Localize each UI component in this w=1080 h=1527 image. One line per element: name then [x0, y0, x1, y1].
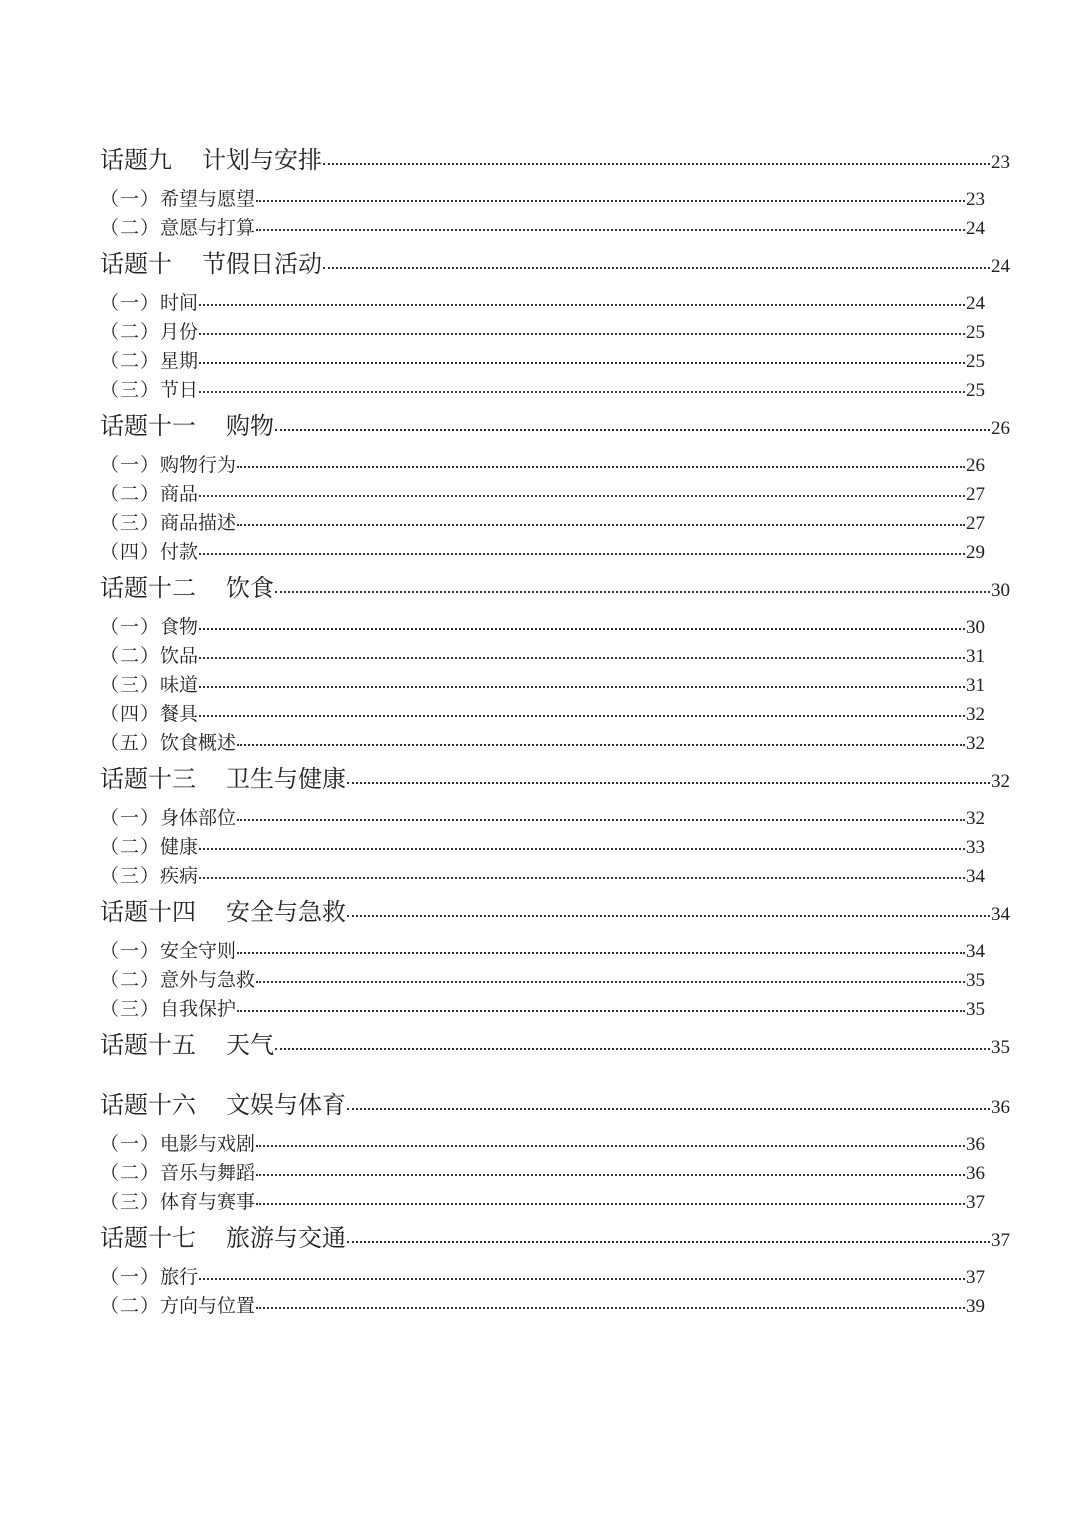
toc-sub-entry[interactable]: [100, 671, 985, 700]
dot-leader: [256, 1307, 965, 1309]
toc-sub-label: [100, 995, 236, 1024]
toc-sub-number: （二）: [100, 321, 161, 343]
dot-leader: [237, 819, 965, 821]
toc-sub-title: 节日: [160, 379, 199, 401]
toc-sub-list: [100, 289, 1010, 405]
toc-page-number: 35: [966, 999, 985, 1020]
dot-leader: [256, 1174, 965, 1176]
toc-sub-number: （三）: [100, 512, 161, 534]
toc-topic-label: [100, 895, 346, 929]
toc-page-number: 36: [966, 1163, 985, 1184]
toc-section: [100, 895, 1010, 1024]
toc-sub-label: [100, 451, 236, 480]
toc-sub-number: （二）: [100, 836, 161, 858]
toc-topic-title: 计划与安排: [202, 146, 322, 174]
toc-topic-label: [100, 247, 322, 281]
toc-section: [100, 762, 1010, 891]
toc-page-number: 34: [966, 866, 985, 887]
toc-sub-label: [100, 966, 255, 995]
toc-sub-entry[interactable]: [100, 185, 985, 214]
toc-topic-title: 购物: [226, 412, 274, 440]
toc-page-number: 32: [966, 733, 985, 754]
toc-sub-label: [100, 1188, 255, 1217]
toc-page-number: 25: [966, 322, 985, 343]
toc-sub-title: 身体部位: [160, 807, 237, 829]
section-spacer: [100, 1062, 1010, 1088]
toc-sub-list: [100, 451, 1010, 567]
toc-sub-entry[interactable]: [100, 289, 985, 318]
dot-leader: [199, 304, 965, 306]
toc-section: [100, 1028, 1010, 1088]
toc-sub-title: 月份: [160, 321, 199, 343]
toc-sub-label: [100, 509, 236, 538]
toc-page-number: 39: [966, 1296, 985, 1317]
toc-sub-title: 商品描述: [160, 512, 237, 534]
toc-sub-title: 味道: [160, 674, 199, 696]
toc-sub-label: [100, 289, 198, 318]
toc-topic-title: 饮食: [226, 574, 274, 602]
toc-sub-title: 自我保护: [160, 998, 237, 1020]
dot-leader: [256, 200, 965, 202]
dot-leader: [256, 1145, 965, 1147]
dot-leader: [199, 495, 965, 497]
toc-sub-entry[interactable]: [100, 700, 985, 729]
toc-topic-title: 旅游与交通: [226, 1224, 346, 1252]
toc-sub-entry[interactable]: [100, 376, 985, 405]
toc-sub-title: 饮食概述: [160, 732, 237, 754]
toc-topic-number: 话题十七: [100, 1224, 196, 1252]
toc-topic-number: 话题十二: [100, 574, 196, 602]
toc-sub-title: 体育与赛事: [160, 1191, 256, 1213]
toc-sub-number: （二）: [100, 350, 161, 372]
toc-page-number: 32: [966, 808, 985, 829]
toc-topic-entry[interactable]: [100, 143, 1010, 177]
toc-page-number: 37: [991, 1230, 1010, 1251]
toc-section: [100, 1221, 1010, 1321]
dot-leader: [256, 229, 965, 231]
toc-page-number: 23: [991, 152, 1010, 173]
toc-page-number: 24: [991, 256, 1010, 277]
toc-page-number: 27: [966, 513, 985, 534]
toc-sub-title: 意愿与打算: [160, 217, 256, 239]
toc-page-number: 32: [966, 704, 985, 725]
toc-sub-number: （二）: [100, 1295, 161, 1317]
toc-sub-title: 商品: [160, 483, 199, 505]
toc-sub-entry[interactable]: [100, 214, 985, 243]
toc-sub-number: （一）: [100, 1133, 161, 1155]
toc-topic-label: [100, 143, 322, 177]
toc-page-number: 32: [991, 771, 1010, 792]
dot-leader: [199, 848, 965, 850]
toc-sub-number: （一）: [100, 292, 161, 314]
toc-page-number: 36: [966, 1134, 985, 1155]
toc-sub-list: [100, 804, 1010, 891]
toc-sub-entry[interactable]: [100, 1188, 985, 1217]
toc-sub-entry[interactable]: [100, 966, 985, 995]
toc-topic-entry[interactable]: [100, 895, 1010, 929]
dot-leader: [237, 744, 965, 746]
toc-page-number: 25: [966, 351, 985, 372]
toc-sub-entry[interactable]: [100, 1263, 985, 1292]
dot-leader: [347, 915, 990, 917]
toc-topic-entry[interactable]: [100, 762, 1010, 796]
toc-sub-entry[interactable]: [100, 833, 985, 862]
toc-sub-number: （三）: [100, 998, 161, 1020]
toc-page-number: 35: [991, 1037, 1010, 1058]
toc-section: [100, 247, 1010, 405]
toc-sub-number: （二）: [100, 969, 161, 991]
dot-leader: [237, 466, 965, 468]
toc-page-number: 37: [966, 1267, 985, 1288]
toc-sub-label: [100, 642, 198, 671]
toc-sub-label: [100, 185, 255, 214]
toc-sub-entry[interactable]: [100, 480, 985, 509]
toc-sub-number: （一）: [100, 807, 161, 829]
toc-sub-entry[interactable]: [100, 318, 985, 347]
dot-leader: [256, 981, 965, 983]
dot-leader: [323, 163, 990, 165]
dot-leader: [237, 952, 965, 954]
toc-page-number: 31: [966, 646, 985, 667]
toc-topic-entry[interactable]: [100, 409, 1010, 443]
toc-sub-title: 音乐与舞蹈: [160, 1162, 256, 1184]
toc-page-number: 23: [966, 189, 985, 210]
toc-sub-title: 食物: [160, 616, 199, 638]
toc-sub-number: （五）: [100, 732, 161, 754]
toc-topic-number: 话题十三: [100, 765, 196, 793]
toc-sub-title: 星期: [160, 350, 199, 372]
toc-section: [100, 409, 1010, 567]
toc-topic-entry[interactable]: [100, 571, 1010, 605]
toc-page-number: 34: [966, 941, 985, 962]
toc-sub-entry[interactable]: [100, 538, 985, 567]
toc-sub-list: [100, 1130, 1010, 1217]
toc-sub-title: 方向与位置: [160, 1295, 256, 1317]
toc-sub-number: （三）: [100, 865, 161, 887]
dot-leader: [199, 715, 965, 717]
toc-topic-title: 文娱与体育: [226, 1091, 346, 1119]
toc-page-number: 35: [966, 970, 985, 991]
toc-page-number: 36: [991, 1097, 1010, 1118]
toc-sub-list: [100, 185, 1010, 243]
toc-sub-title: 购物行为: [160, 454, 237, 476]
toc-sub-label: [100, 376, 198, 405]
toc-sub-number: （四）: [100, 703, 161, 725]
toc-sub-entry[interactable]: [100, 1159, 985, 1188]
toc-topic-number: 话题九: [100, 146, 172, 174]
toc-sub-label: [100, 862, 198, 891]
toc-topic-label: [100, 1028, 274, 1062]
toc-sub-title: 旅行: [160, 1266, 199, 1288]
toc-sub-number: （一）: [100, 616, 161, 638]
toc-page-number: 25: [966, 380, 985, 401]
toc-topic-entry[interactable]: [100, 1221, 1010, 1255]
toc-page-number: 27: [966, 484, 985, 505]
toc-topic-title: 节假日活动: [202, 250, 322, 278]
dot-leader: [275, 591, 990, 593]
toc-sub-title: 电影与戏剧: [160, 1133, 256, 1155]
toc-sub-title: 饮品: [160, 645, 199, 667]
dot-leader: [199, 657, 965, 659]
toc-page-number: 24: [966, 218, 985, 239]
dot-leader: [347, 782, 990, 784]
toc-sub-number: （三）: [100, 1191, 161, 1213]
toc-topic-number: 话题十: [100, 250, 172, 278]
toc-sub-entry[interactable]: [100, 804, 985, 833]
dot-leader: [237, 1010, 965, 1012]
toc-page-number: 24: [966, 293, 985, 314]
toc-sub-number: （二）: [100, 645, 161, 667]
toc-sub-label: [100, 804, 236, 833]
toc-sub-list: [100, 613, 1010, 758]
toc-sub-number: （二）: [100, 1162, 161, 1184]
toc-sub-title: 意外与急救: [160, 969, 256, 991]
dot-leader: [199, 1278, 965, 1280]
toc-sub-label: [100, 538, 198, 567]
toc-page-number: 30: [991, 580, 1010, 601]
toc-sub-number: （一）: [100, 1266, 161, 1288]
toc-sub-title: 付款: [160, 541, 199, 563]
toc-page-number: 31: [966, 675, 985, 696]
toc-sub-title: 希望与愿望: [160, 188, 256, 210]
dot-leader: [275, 429, 990, 431]
toc-sub-number: （四）: [100, 541, 161, 563]
toc-page-number: 34: [991, 904, 1010, 925]
toc-sub-label: [100, 613, 198, 642]
toc-sub-title: 时间: [160, 292, 199, 314]
dot-leader: [275, 1048, 990, 1050]
toc-sub-title: 健康: [160, 836, 199, 858]
dot-leader: [323, 267, 990, 269]
toc-sub-entry[interactable]: [100, 451, 985, 480]
toc-section: [100, 1088, 1010, 1217]
toc-sub-label: [100, 347, 198, 376]
dot-leader: [199, 333, 965, 335]
toc-topic-number: 话题十四: [100, 898, 196, 926]
toc-sub-label: [100, 937, 236, 966]
toc-sub-label: [100, 700, 198, 729]
toc-topic-number: 话题十一: [100, 412, 196, 440]
toc-topic-title: 卫生与健康: [226, 765, 346, 793]
toc-topic-title: 安全与急救: [226, 898, 346, 926]
toc-sub-entry[interactable]: [100, 995, 985, 1024]
table-of-contents: [100, 143, 1010, 1325]
toc-topic-label: [100, 1088, 346, 1122]
toc-sub-number: （一）: [100, 454, 161, 476]
toc-sub-number: （三）: [100, 674, 161, 696]
toc-sub-entry[interactable]: [100, 642, 985, 671]
toc-sub-entry[interactable]: [100, 1130, 985, 1159]
dot-leader: [237, 524, 965, 526]
dot-leader: [199, 553, 965, 555]
toc-page-number: 26: [991, 418, 1010, 439]
toc-topic-entry[interactable]: [100, 1028, 1010, 1062]
toc-sub-entry[interactable]: [100, 1292, 985, 1321]
toc-sub-number: （三）: [100, 379, 161, 401]
dot-leader: [199, 628, 965, 630]
toc-sub-list: [100, 1263, 1010, 1321]
dot-leader: [199, 391, 965, 393]
toc-page-number: 26: [966, 455, 985, 476]
toc-sub-entry[interactable]: [100, 729, 985, 758]
dot-leader: [347, 1108, 990, 1110]
toc-sub-label: [100, 1292, 255, 1321]
toc-page-number: 33: [966, 837, 985, 858]
toc-sub-entry[interactable]: [100, 937, 985, 966]
toc-sub-number: （二）: [100, 483, 161, 505]
toc-topic-label: [100, 409, 274, 443]
toc-sub-entry[interactable]: [100, 862, 985, 891]
toc-topic-number: 话题十六: [100, 1091, 196, 1119]
toc-sub-label: [100, 729, 236, 758]
toc-sub-label: [100, 671, 198, 700]
toc-sub-list: [100, 937, 1010, 1024]
toc-sub-entry[interactable]: [100, 613, 985, 642]
toc-sub-title: 安全守则: [160, 940, 237, 962]
dot-leader: [347, 1241, 990, 1243]
toc-sub-label: [100, 214, 255, 243]
toc-sub-title: 疾病: [160, 865, 199, 887]
toc-topic-label: [100, 762, 346, 796]
toc-sub-label: [100, 480, 198, 509]
toc-topic-number: 话题十五: [100, 1031, 196, 1059]
toc-page-number: 37: [966, 1192, 985, 1213]
toc-topic-label: [100, 1221, 346, 1255]
toc-topic-label: [100, 571, 274, 605]
toc-sub-label: [100, 1263, 198, 1292]
toc-topic-entry[interactable]: [100, 247, 1010, 281]
toc-section: [100, 143, 1010, 243]
dot-leader: [199, 362, 965, 364]
toc-sub-entry[interactable]: [100, 509, 985, 538]
toc-section: [100, 571, 1010, 758]
toc-sub-label: [100, 318, 198, 347]
toc-sub-number: （一）: [100, 940, 161, 962]
dot-leader: [256, 1203, 965, 1205]
toc-page-number: 30: [966, 617, 985, 638]
toc-sub-number: （二）: [100, 217, 161, 239]
toc-sub-title: 餐具: [160, 703, 199, 725]
toc-sub-number: （一）: [100, 188, 161, 210]
toc-sub-label: [100, 1159, 255, 1188]
dot-leader: [199, 877, 965, 879]
toc-sub-label: [100, 833, 198, 862]
toc-sub-label: [100, 1130, 255, 1159]
toc-topic-title: 天气: [226, 1031, 274, 1059]
toc-sub-entry[interactable]: [100, 347, 985, 376]
dot-leader: [199, 686, 965, 688]
toc-page-number: 29: [966, 542, 985, 563]
toc-topic-entry[interactable]: [100, 1088, 1010, 1122]
